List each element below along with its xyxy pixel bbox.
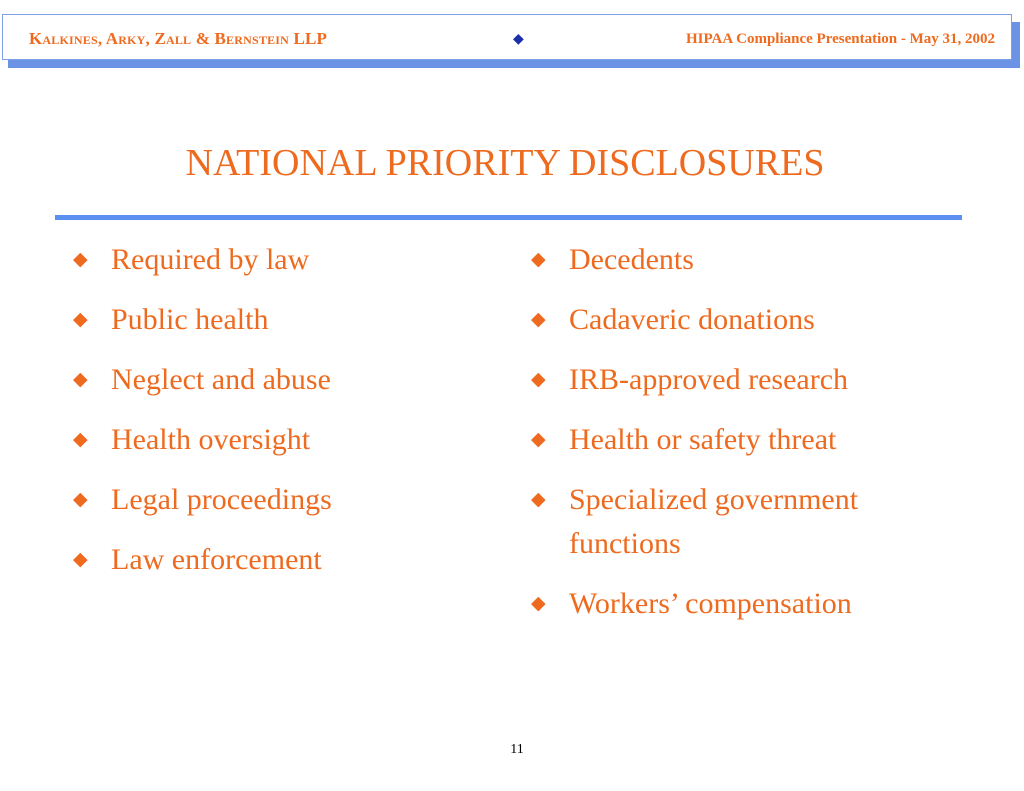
list-item-text: Required by law	[111, 243, 310, 276]
list-item-text: Legal proceedings	[111, 483, 332, 516]
title-underline	[55, 215, 962, 220]
diamond-bullet-icon: ◆	[531, 309, 546, 330]
list-item-text: Specialized government functions	[569, 483, 859, 560]
diamond-bullet-icon: ◆	[73, 429, 88, 450]
list-item-text: Law enforcement	[111, 543, 322, 576]
list-item	[530, 582, 930, 626]
list-item-text: Public health	[111, 303, 269, 336]
list-item-text: IRB-approved research	[569, 363, 849, 396]
list-item	[530, 298, 930, 342]
list-item	[530, 418, 930, 462]
list-item	[530, 358, 930, 402]
list-item-text: Neglect and abuse	[111, 363, 331, 396]
diamond-bullet-icon: ◆	[73, 309, 88, 330]
left-bullet-list	[72, 238, 492, 598]
list-item	[72, 478, 492, 522]
firm-name: Kalkines, Arky, Zall & Bernstein LLP	[29, 29, 328, 48]
diamond-bullet-icon: ◆	[531, 369, 546, 390]
list-item	[530, 238, 930, 282]
list-item	[530, 478, 930, 566]
list-item	[72, 238, 492, 282]
list-item	[72, 538, 492, 582]
diamond-bullet-icon: ◆	[531, 593, 546, 614]
diamond-icon: ◆	[513, 32, 524, 47]
page-number: 11	[510, 742, 524, 757]
slide-title: NATIONAL PRIORITY DISCLOSURES	[185, 142, 825, 184]
list-item-text: Decedents	[569, 243, 694, 276]
list-item	[72, 298, 492, 342]
list-item	[72, 358, 492, 402]
slide-header	[2, 14, 1012, 60]
list-item-text: Workers’ compensation	[569, 587, 852, 620]
diamond-bullet-icon: ◆	[531, 429, 546, 450]
right-bullet-list	[530, 238, 930, 642]
diamond-bullet-icon: ◆	[73, 249, 88, 270]
list-item-text: Health oversight	[111, 423, 311, 456]
diamond-bullet-icon: ◆	[73, 549, 88, 570]
list-item-text: Cadaveric donations	[569, 303, 815, 336]
diamond-bullet-icon: ◆	[531, 249, 546, 270]
diamond-bullet-icon: ◆	[531, 489, 546, 510]
diamond-bullet-icon: ◆	[73, 369, 88, 390]
list-item-text: Health or safety threat	[569, 423, 837, 456]
diamond-bullet-icon: ◆	[73, 489, 88, 510]
list-item	[72, 418, 492, 462]
presentation-title: HIPAA Compliance Presentation - May 31, 2002	[685, 31, 995, 47]
